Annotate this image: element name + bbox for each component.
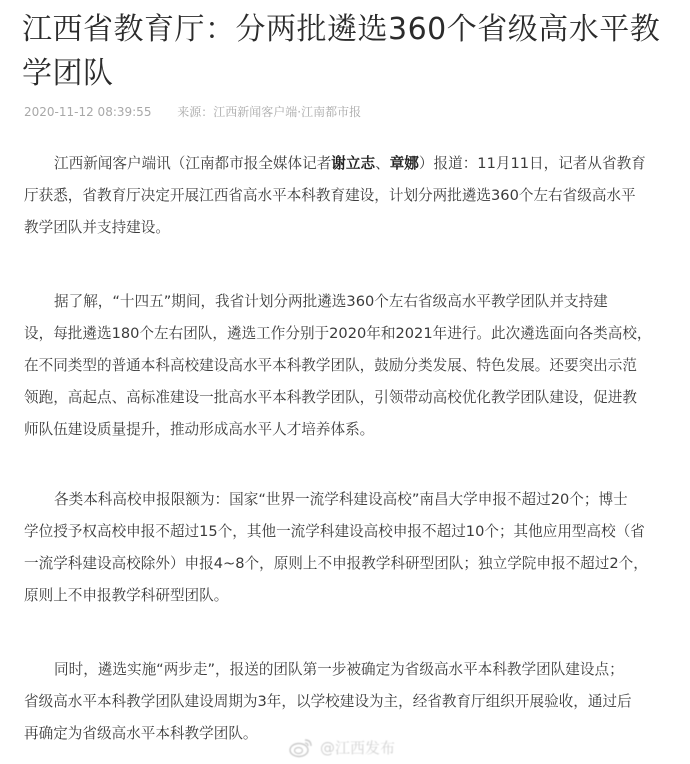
- paragraph-line: 在不同类型的普通本科高校建设高水平本科教学团队，鼓励分类发展、特色发展。还要突出示范: [24, 357, 637, 374]
- text-segment: 江西新闻客户端讯（江南都市报全媒体记者: [54, 155, 332, 172]
- paragraph-line: 师队伍建设质量提升，推动形成高水平人才培养体系。: [24, 421, 375, 438]
- article-meta: [24, 103, 361, 120]
- text-segment: ）报道：11月11日，记者从省教育: [418, 155, 646, 172]
- publish-datetime: 2020-11-12 08:39:55: [24, 105, 152, 119]
- paragraph-line: 各类本科高校申报限额为：国家“世界一流学科建设高校”南昌大学申报不超过20个；博士: [54, 491, 628, 508]
- article-title: [22, 8, 682, 96]
- paragraph-line: 领跑，高起点、高标准建设一批高水平本科教学团队，引领带动高校优化教学团队建设，促进教: [24, 389, 637, 406]
- paragraph-line: 省级高水平本科教学团队建设周期为3年，以学校建设为主，经省教育厅组织开展验收，通过后: [24, 693, 632, 710]
- paragraph-line: 设，每批遴选180个左右团队，遴选工作分别于2020年和2021年进行。此次遴选面向各类高校，: [24, 325, 652, 342]
- paragraph-line: 再确定为省级高水平本科教学团队。: [24, 725, 258, 742]
- watermark-text: @江西发布: [320, 738, 396, 757]
- text-segment: 、: [375, 155, 390, 172]
- article-source: 来源：江西新闻客户端·江南都市报: [177, 105, 362, 119]
- paragraph-line: 原则上不申报教学科研型团队。: [24, 587, 229, 604]
- weibo-watermark: [288, 735, 395, 759]
- paragraph-3: [24, 484, 674, 612]
- paragraph-line: 据了解，“十四五”期间，我省计划分两批遴选360个左右省级高水平教学团队并支持建: [54, 293, 608, 310]
- title-line: 学团队: [22, 56, 114, 91]
- reporter-name: 章娜: [389, 155, 419, 172]
- title-line: 江西省教育厅：分两批遴选360个省级高水平教: [22, 12, 661, 47]
- paragraph-2: [24, 286, 674, 446]
- paragraph-1: [24, 148, 674, 244]
- reporter-name: 谢立志: [331, 155, 376, 172]
- paragraph-line: [24, 148, 674, 180]
- paragraph-line: 教学团队并支持建设。: [24, 219, 170, 236]
- weibo-icon: [288, 736, 314, 758]
- paragraph-line: 厅获悉，省教育厅决定开展江西省高水平本科教育建设，计划分两批遴选360个左右省级高水平: [24, 187, 636, 204]
- paragraph-line: 同时，遴选实施“两步走”，报送的团队第一步被确定为省级高水平本科教学团队建设点；: [54, 661, 624, 678]
- paragraph-line: 学位授予权高校申报不超过15个，其他一流学科建设高校申报不超过10个；其他应用型高校（省: [24, 523, 645, 540]
- paragraph-line: 一流学科建设高校除外）申报4~8个，原则上不申报教学科研型团队；独立学院申报不超过2个，: [24, 555, 648, 572]
